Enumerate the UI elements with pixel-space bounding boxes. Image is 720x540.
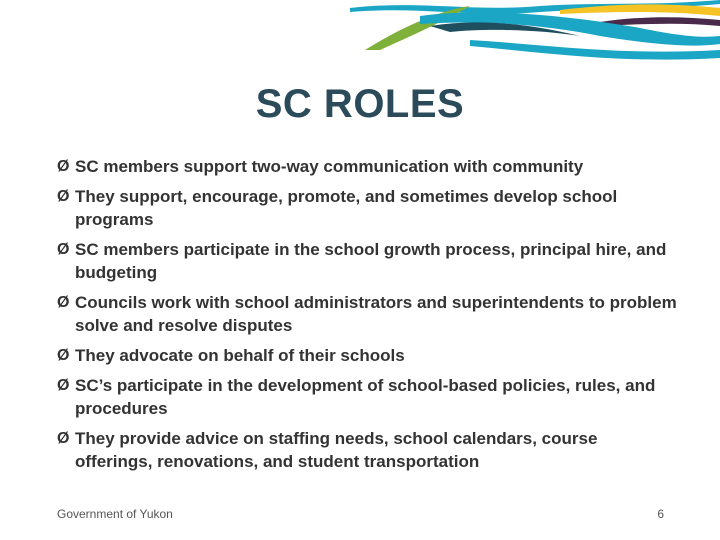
arrow-bullet-icon: Ø xyxy=(57,294,70,311)
bullet-text: SC’s participate in the development of school-based policies, rules, and procedures xyxy=(75,376,656,418)
slide-title: SC ROLES xyxy=(255,82,465,126)
list-item xyxy=(57,344,677,367)
bullet-text: They advocate on behalf of their schools xyxy=(75,346,405,365)
list-item xyxy=(57,238,677,284)
arrow-bullet-icon: Ø xyxy=(57,377,70,394)
bullet-text: Councils work with school administrators and superintendents to problem solve and resolve disputes xyxy=(75,293,677,335)
list-item xyxy=(57,291,677,337)
arrow-bullet-icon: Ø xyxy=(57,241,70,258)
decorative-waves xyxy=(0,0,720,80)
list-item xyxy=(57,427,677,473)
bullet-text: They provide advice on staffing needs, school calendars, course offerings, renovations, and student transportation xyxy=(75,429,598,471)
arrow-bullet-icon: Ø xyxy=(57,430,70,447)
bullet-text: SC members participate in the school growth process, principal hire, and budgeting xyxy=(75,240,667,282)
arrow-bullet-icon: Ø xyxy=(57,158,70,175)
bullet-list xyxy=(57,155,677,480)
page-number: 6 xyxy=(657,507,664,521)
bullet-text: They support, encourage, promote, and sometimes develop school programs xyxy=(75,187,618,229)
bullet-text: SC members support two-way communication with community xyxy=(75,157,584,176)
arrow-bullet-icon: Ø xyxy=(57,188,70,205)
footer-organization: Government of Yukon xyxy=(57,507,173,521)
list-item xyxy=(57,374,677,420)
list-item xyxy=(57,155,677,178)
arrow-bullet-icon: Ø xyxy=(57,347,70,364)
list-item xyxy=(57,185,677,231)
